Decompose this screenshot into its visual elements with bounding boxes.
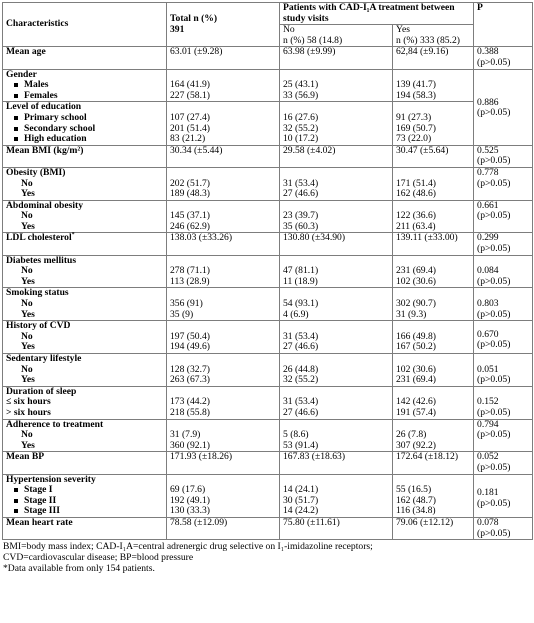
group-label: Abdominal obesity [6, 199, 84, 211]
cell-p [474, 200, 533, 233]
item-label: Yes [21, 439, 35, 451]
item-label: Yes [21, 341, 35, 353]
cell-total [167, 321, 280, 354]
cell-no [280, 167, 393, 200]
row-label-group [3, 419, 167, 452]
item-value: 167 (50.2) [396, 341, 436, 353]
table-row [3, 200, 533, 233]
table-row [3, 474, 533, 517]
item-value: 142 (42.6) [396, 396, 436, 408]
item-value: 31 (53.4) [283, 396, 319, 408]
cell-no [280, 200, 393, 233]
item-label: Primary school [6, 113, 163, 124]
header-p: P [474, 3, 533, 47]
cell-yes: 30.47 (±5.64) [393, 145, 474, 167]
header-no-line2: n (%) 58 (14.8) [283, 34, 343, 46]
p-value: 0.778 (p>0.05) [477, 166, 511, 189]
table-container [2, 2, 532, 574]
item-value: 116 (34.8) [396, 505, 436, 517]
cell-no: 130.80 (±34.90) [280, 233, 393, 255]
header-yes [393, 25, 474, 47]
item-value: 194 (58.3) [396, 89, 436, 101]
item-value: 360 (92.1) [170, 439, 210, 451]
item-value: 25 (43.1) [283, 79, 319, 91]
cell-yes: 139.11 (±33.00) [393, 233, 474, 255]
cell-no: 75.80 (±11.61) [280, 517, 393, 539]
item-value: 11 (18.9) [283, 275, 318, 287]
table-row [3, 69, 533, 102]
cell-p: 0.052 (p>0.05) [474, 452, 533, 474]
table-header-row [3, 3, 533, 25]
footnote-ldl: *Data available from only 154 patients. [3, 563, 155, 575]
cell-p: 0.078 (p>0.05) [474, 517, 533, 539]
cell-yes: 62,84 (±9.16) [393, 47, 474, 69]
item-value: 218 (55.8) [170, 406, 210, 418]
header-yes-line1: Yes [396, 24, 410, 36]
item-value: 10 (17.2) [283, 133, 319, 145]
cell-no: 29.58 (±4.02) [280, 145, 393, 167]
cell-total: 138.03 (±33.26) [167, 233, 280, 255]
p-value: 0.084 (p>0.05) [477, 265, 511, 287]
item-value: 23 (39.7) [283, 210, 319, 222]
item-value: 171 (51.4) [396, 177, 436, 189]
cell-yes [393, 255, 474, 288]
footnote-abbreviations-2: CVD=cardiovascular disease; BP=blood pressure [3, 552, 194, 564]
cell-total [167, 200, 280, 233]
item-value: 263 (67.3) [170, 374, 210, 386]
p-value: 0.886 (p>0.05) [477, 96, 511, 119]
row-label-group [3, 167, 167, 200]
item-value: 31 (9.3) [396, 308, 427, 320]
item-label: Yes [21, 308, 35, 320]
item-label: No [21, 330, 33, 342]
item-label: > six hours [6, 406, 51, 418]
header-no [280, 25, 393, 47]
item-value: 166 (49.8) [396, 330, 436, 342]
item-label: Yes [21, 374, 35, 386]
row-label-group [3, 200, 167, 233]
item-value: 27 (46.6) [283, 341, 319, 353]
cell-total [167, 354, 280, 387]
row-label: Mean heart rate [3, 517, 167, 539]
table-row [3, 233, 533, 255]
cell-total [167, 288, 280, 321]
item-label: Secondary school [6, 124, 163, 135]
group-label: Level of education [6, 101, 82, 113]
cell-p [474, 474, 533, 517]
item-value: 162 (48.6) [396, 188, 436, 200]
cell-no: 63.98 (±9.99) [280, 47, 393, 69]
p-value: 0.661 (p>0.05) [477, 199, 511, 222]
header-total-line1: Total n (%) [170, 13, 218, 25]
table-row [3, 167, 533, 200]
item-label: Stage II [6, 496, 163, 507]
p-value: 0.794 (p>0.05) [477, 418, 511, 441]
item-value: 54 (93.1) [283, 298, 319, 310]
item-value: 26 (44.8) [283, 363, 319, 375]
cell-no [280, 102, 393, 145]
cell-total [167, 419, 280, 452]
item-value: 102 (30.6) [396, 275, 436, 287]
cell-no [280, 474, 393, 517]
table-row [3, 419, 533, 452]
footnote-abbreviations-1: BMI=body mass index; CAD-I₁A=central adrenergic drug selective on I₁-imidazoline receptors; [3, 541, 373, 553]
cell-p: 0.525 (p>0.05) [474, 145, 533, 167]
cell-p [474, 69, 533, 145]
item-value: 27 (46.6) [283, 188, 319, 200]
row-label-group [3, 474, 167, 517]
row-label [3, 233, 167, 255]
item-label: Stage III [6, 506, 163, 517]
item-label: Yes [21, 220, 35, 232]
p-value: 0.181 (p>0.05) [477, 487, 511, 509]
item-value: 130 (33.3) [170, 505, 210, 517]
cell-total [167, 167, 280, 200]
row-label-group [3, 386, 167, 419]
cell-yes [393, 288, 474, 321]
group-label: Diabetes mellitus [6, 254, 77, 266]
item-value: 69 (17.6) [170, 484, 206, 496]
cell-total: 78.58 (±12.09) [167, 517, 280, 539]
item-value: 27 (46.6) [283, 406, 319, 418]
item-label: No [21, 298, 33, 310]
cell-yes [393, 102, 474, 145]
cell-p: 0.388 (p>0.05) [474, 47, 533, 69]
cell-yes [393, 321, 474, 354]
item-value: 33 (56.9) [283, 89, 319, 101]
p-value: 0.803 (p>0.05) [477, 298, 511, 320]
cell-total [167, 386, 280, 419]
cell-total [167, 69, 280, 102]
item-label: High education [6, 134, 163, 145]
item-label: ≤ six hours [6, 396, 51, 408]
item-value: 302 (90.7) [396, 298, 436, 310]
item-value: 32 (55.2) [283, 374, 319, 386]
group-label: History of CVD [6, 320, 71, 332]
table-footnotes [2, 541, 532, 574]
item-value: 164 (41.9) [170, 79, 210, 91]
item-value: 139 (41.7) [396, 79, 436, 91]
item-label: No [21, 363, 33, 375]
header-characteristics: Characteristics [3, 3, 167, 47]
item-value: 128 (32.7) [170, 363, 210, 375]
p-value: 0.152 (p>0.05) [477, 396, 511, 418]
ldl-label: LDL cholesterol [6, 232, 72, 244]
table-row [3, 321, 533, 354]
item-label: No [21, 429, 33, 441]
p-value: 0.051 (p>0.05) [477, 363, 511, 386]
item-value: 227 (58.1) [170, 89, 210, 101]
item-value: 191 (57.4) [396, 406, 436, 418]
cell-yes [393, 200, 474, 233]
cell-no [280, 288, 393, 321]
table-row [3, 517, 533, 539]
row-label-group [3, 288, 167, 321]
item-value: 55 (16.5) [396, 484, 432, 496]
item-value: 32 (55.2) [283, 122, 319, 134]
cell-yes [393, 474, 474, 517]
cell-total [167, 474, 280, 517]
cell-total: 30.34 (±5.44) [167, 145, 280, 167]
item-value: 47 (81.1) [283, 265, 319, 277]
characteristics-table [2, 2, 533, 540]
table-row [3, 288, 533, 321]
item-value: 201 (51.4) [170, 122, 210, 134]
item-label: Yes [21, 275, 35, 287]
item-value: 4 (6.9) [283, 308, 309, 320]
item-value: 16 (27.6) [283, 111, 319, 123]
cell-no [280, 321, 393, 354]
table-row [3, 255, 533, 288]
item-value: 231 (69.4) [396, 374, 436, 386]
item-label: No [21, 265, 33, 277]
item-value: 211 (63.4) [396, 220, 436, 232]
item-value: 14 (24.1) [283, 484, 319, 496]
cell-p [474, 167, 533, 200]
item-value: 122 (36.6) [396, 210, 436, 222]
item-value: 35 (9) [170, 308, 194, 320]
table-row [3, 102, 533, 145]
item-value: 189 (48.3) [170, 188, 210, 200]
cell-no [280, 255, 393, 288]
item-value: 197 (50.4) [170, 330, 210, 342]
group-label: Gender [6, 68, 37, 80]
cell-yes [393, 167, 474, 200]
table-row [3, 386, 533, 419]
group-label: Sedentary lifestyle [6, 353, 82, 364]
item-value: 30 (51.7) [283, 494, 319, 506]
cell-total [167, 102, 280, 145]
item-value: 246 (62.9) [170, 220, 210, 232]
header-patients-group: Patients with CAD-I₁A treatment between study visits [280, 3, 474, 25]
cell-p: 0.299 (p>0.05) [474, 233, 533, 255]
cell-yes [393, 386, 474, 419]
row-label-group [3, 69, 167, 102]
item-label: Yes [21, 188, 35, 200]
table-row [3, 354, 533, 387]
table-row [3, 452, 533, 474]
item-value: 173 (44.2) [170, 396, 210, 408]
cell-yes [393, 69, 474, 102]
item-value: 91 (27.3) [396, 111, 432, 123]
cell-no [280, 354, 393, 387]
cell-yes [393, 354, 474, 387]
cell-total [167, 255, 280, 288]
row-label-group [3, 102, 167, 145]
item-value: 356 (91) [170, 298, 203, 310]
row-label: Mean BP [3, 452, 167, 474]
row-label: Mean age [3, 47, 167, 69]
cell-no: 167.83 (±18.63) [280, 452, 393, 474]
cell-p [474, 354, 533, 387]
row-label-group [3, 255, 167, 288]
item-value: 169 (50.7) [396, 122, 436, 134]
cell-total: 63.01 (±9.28) [167, 47, 280, 69]
item-value: 278 (71.1) [170, 265, 210, 277]
cell-no [280, 419, 393, 452]
row-label-group [3, 321, 167, 354]
group-label: Hypertension severity [6, 473, 96, 485]
cell-no [280, 386, 393, 419]
item-value: 14 (24.2) [283, 505, 319, 517]
table-row [3, 47, 533, 69]
p-value: 0.670 (p>0.05) [477, 328, 511, 351]
cell-p [474, 288, 533, 321]
item-value: 113 (28.9) [170, 275, 210, 287]
item-value: 26 (7.8) [396, 429, 427, 441]
item-label: Stage I [6, 485, 163, 496]
cell-no [280, 69, 393, 102]
item-value: 194 (49.6) [170, 341, 210, 353]
cell-p [474, 386, 533, 419]
cell-yes: 79.06 (±12.12) [393, 517, 474, 539]
item-value: 192 (49.1) [170, 494, 210, 506]
item-value: 35 (60.3) [283, 220, 319, 232]
item-value: 83 (21.2) [170, 133, 206, 145]
cell-yes [393, 419, 474, 452]
item-label: No [21, 210, 33, 222]
row-label-group [3, 354, 167, 387]
item-label: Males [6, 80, 163, 91]
row-label: Mean BMI (kg/m²) [3, 145, 167, 167]
item-value: 307 (92.2) [396, 439, 436, 451]
cell-yes: 172.64 (±18.12) [393, 452, 474, 474]
item-value: 5 (8.6) [283, 429, 309, 441]
group-label: Adherence to treatment [6, 418, 104, 430]
header-no-line1: No [283, 24, 295, 36]
cell-p [474, 321, 533, 354]
group-label: Smoking status [6, 287, 69, 299]
footnote-mark: * [71, 232, 75, 239]
header-yes-line2: n (%) 333 (85.2) [396, 34, 460, 46]
item-value: 162 (48.7) [396, 494, 436, 506]
item-value: 31 (53.4) [283, 330, 319, 342]
item-value: 31 (53.4) [283, 177, 319, 189]
cell-total: 171.93 (±18.26) [167, 452, 280, 474]
group-label: Duration of sleep [6, 385, 77, 397]
group-label: Obesity (BMI) [6, 166, 66, 178]
item-value: 102 (30.6) [396, 363, 436, 375]
item-label: Females [6, 91, 163, 102]
item-value: 73 (22.0) [396, 133, 432, 145]
cell-p [474, 255, 533, 288]
item-value: 202 (51.7) [170, 177, 210, 189]
header-total [167, 3, 280, 47]
item-value: 31 (7.9) [170, 429, 201, 441]
header-total-line2: 391 [170, 23, 185, 35]
item-value: 53 (91.4) [283, 439, 319, 451]
item-value: 145 (37.1) [170, 210, 210, 222]
item-value: 231 (69.4) [396, 265, 436, 277]
item-label: No [21, 177, 33, 189]
item-value: 107 (27.4) [170, 111, 210, 123]
table-row [3, 145, 533, 167]
cell-p [474, 419, 533, 452]
